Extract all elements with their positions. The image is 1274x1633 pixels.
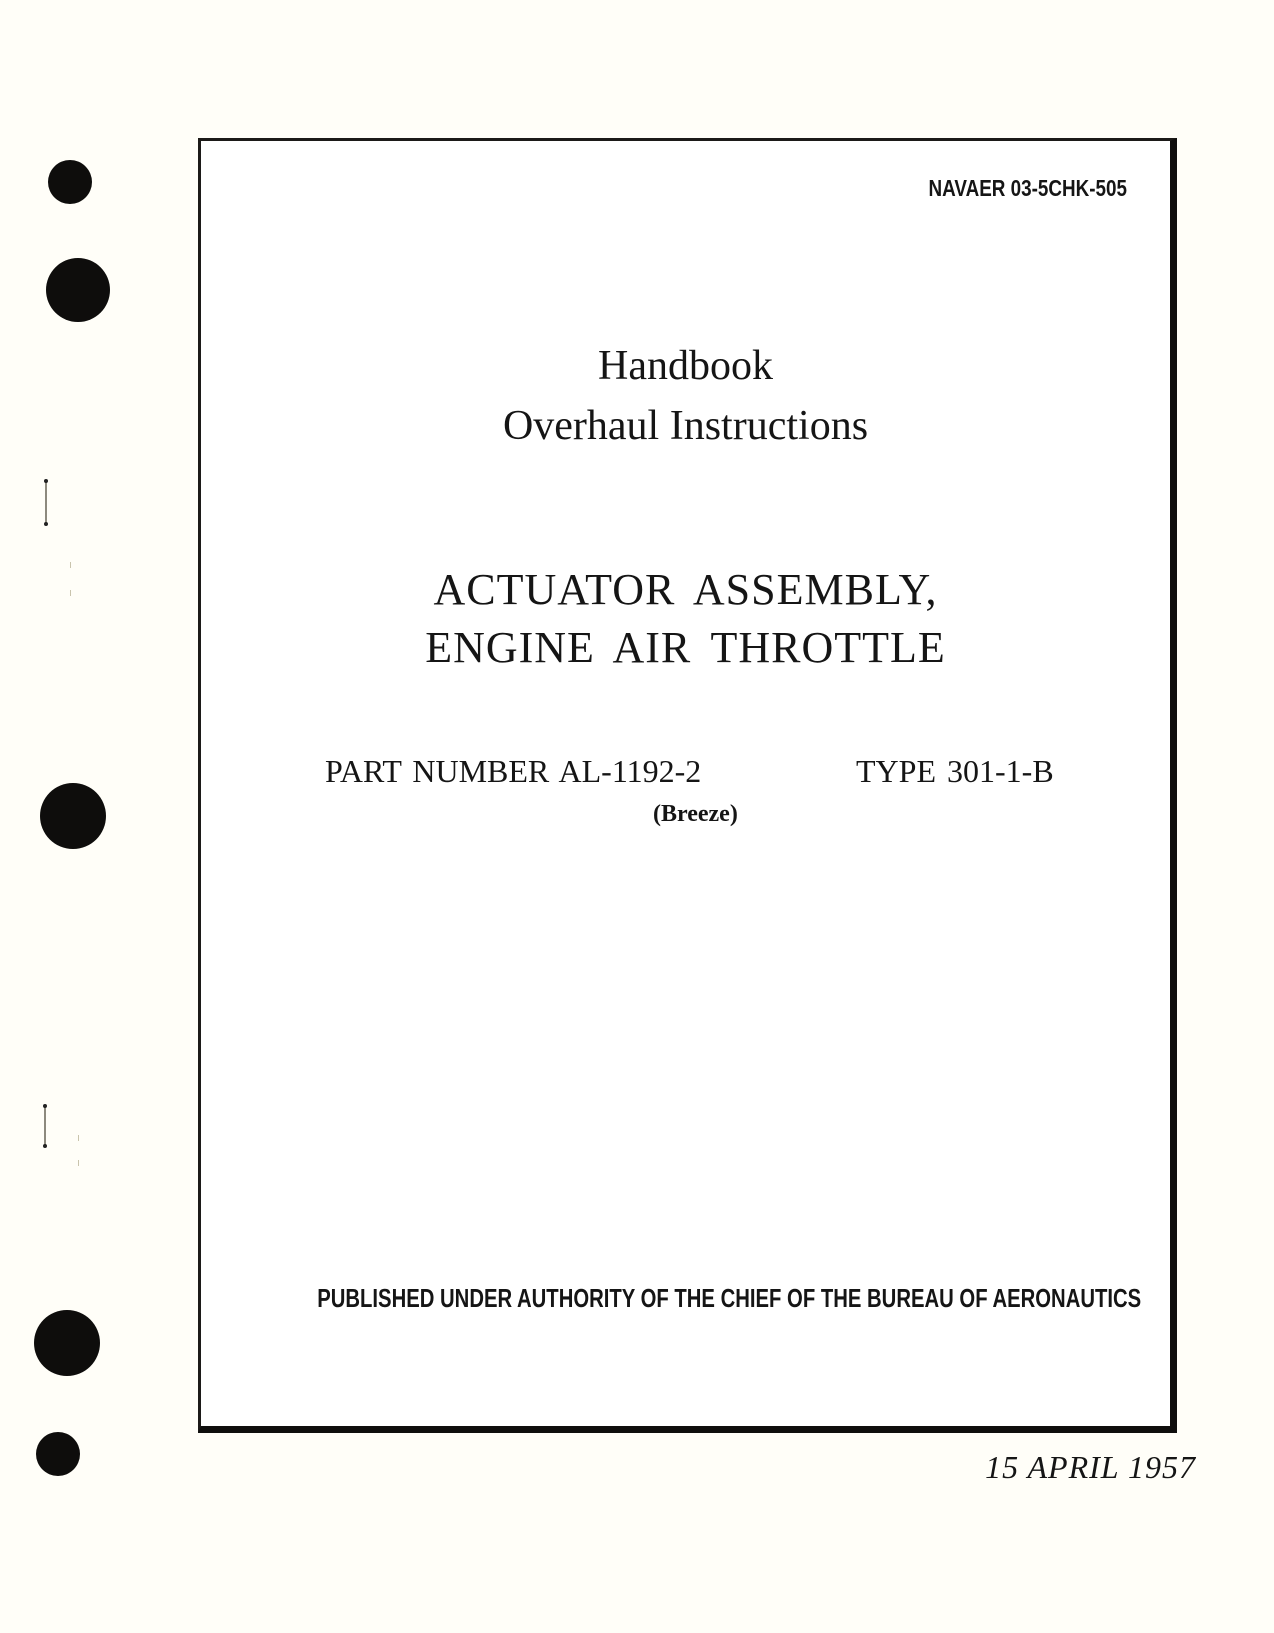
margin-speck-1 [70,562,71,568]
document-number: NAVAER 03-5CHK-505 [928,175,1127,201]
punch-hole-2 [46,258,110,322]
title-line-2: ENGINE AIR THROTTLE [425,623,946,672]
margin-mark-2 [44,1105,46,1147]
handbook-heading [201,336,1170,456]
margin-mark-1 [45,480,47,525]
manufacturer: (Breeze) [653,801,738,827]
punch-hole-5 [36,1432,80,1476]
document-title [201,561,1170,677]
margin-speck-3 [78,1135,79,1141]
authority-statement [201,1283,1170,1314]
title-line-1: ACTUATOR ASSEMBLY, [433,565,938,614]
punch-hole-3 [40,783,106,849]
margin-speck-2 [70,590,71,596]
part-number: PART NUMBER AL-1192-2 [325,753,702,789]
overhaul-instructions-label: Overhaul Instructions [502,403,869,449]
punch-hole-4 [34,1310,100,1376]
handbook-label: Handbook [598,343,773,389]
margin-speck-4 [78,1160,79,1166]
type-number: TYPE 301-1-B [856,753,1054,789]
authority-text: PUBLISHED UNDER AUTHORITY OF THE CHIEF OF THE BUREAU OF AERONAUTICS [317,1283,1142,1313]
publication-date: 15 APRIL 1957 [985,1449,1196,1485]
cover-frame [198,138,1177,1433]
punch-hole-1 [48,160,92,204]
